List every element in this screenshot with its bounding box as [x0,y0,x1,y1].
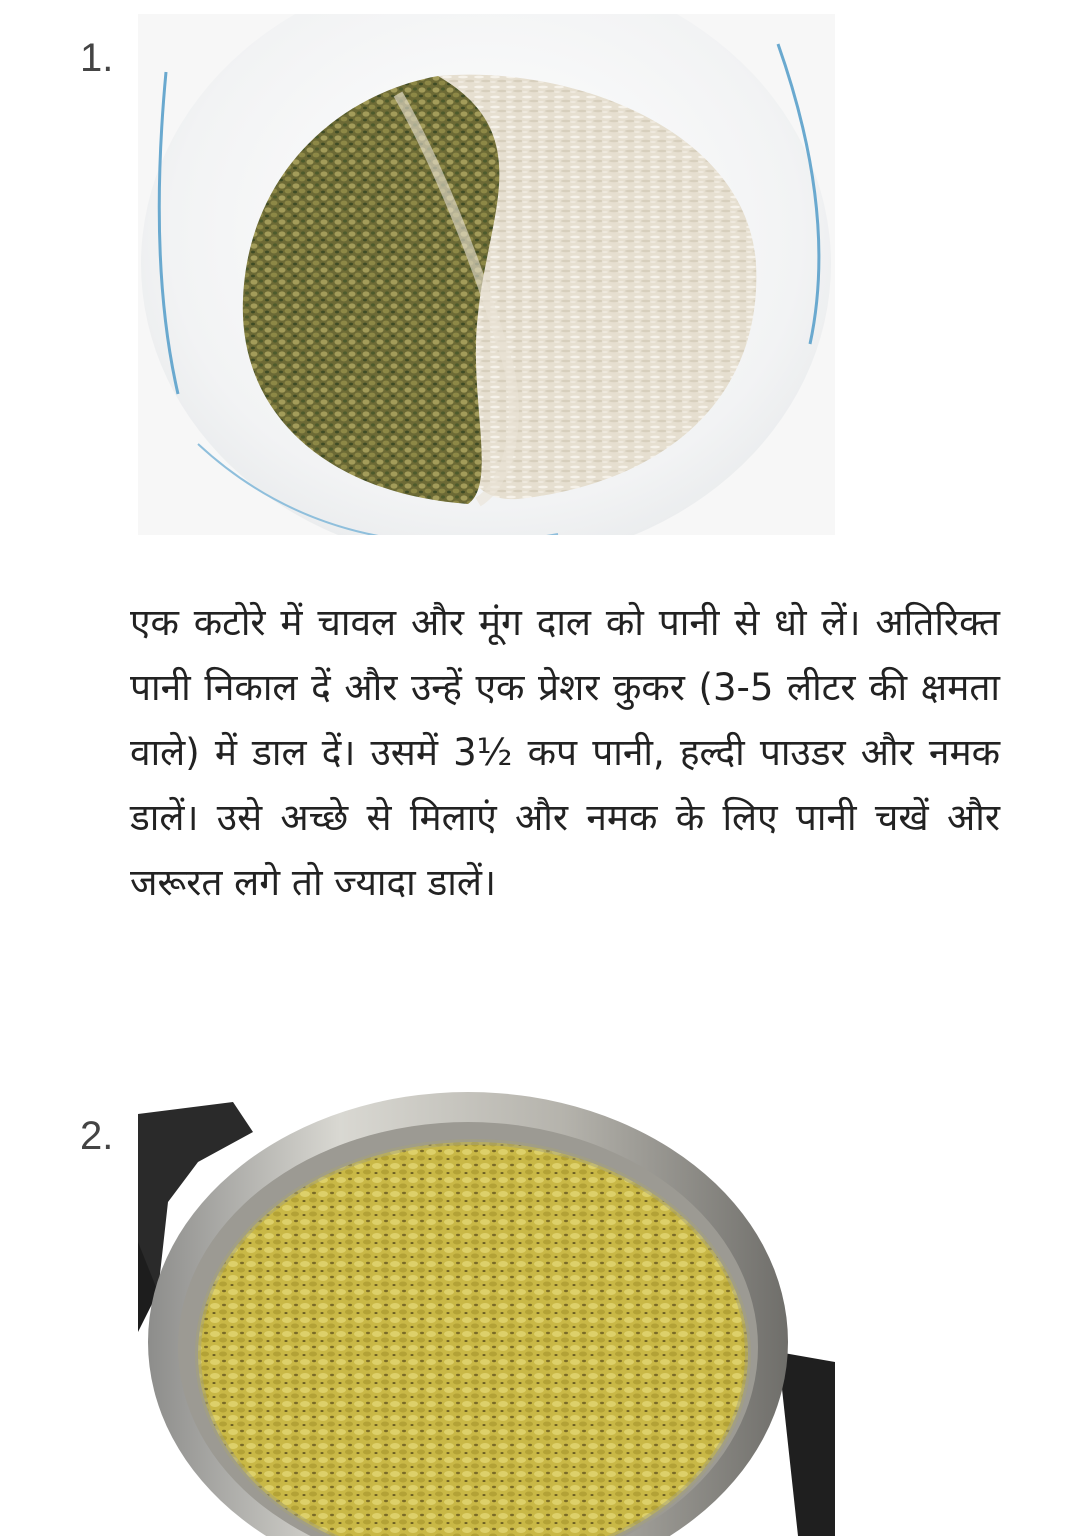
rice-and-dal-bowl-image [138,14,835,535]
step-number: 1. [80,36,114,80]
pressure-cooker-khichdi-image [138,1092,835,1536]
step-number: 2. [80,1114,114,1158]
step-instructions: एक कटोरे में चावल और मूंग दाल को पानी से धो लें। अतिरिक्त पानी निकाल दें और उन्हें एक प्रेशर कुकर (3-5 लीटर की क्षमता वाले) में डाल दें। उसमें 3½ कप पानी, हल्दी पाउडर और नमक डालें। उसे अच्छे से मिलाएं और नमक के लिए पानी चखें और जरूरत लगे तो ज्यादा डालें। [130,601,1000,904]
